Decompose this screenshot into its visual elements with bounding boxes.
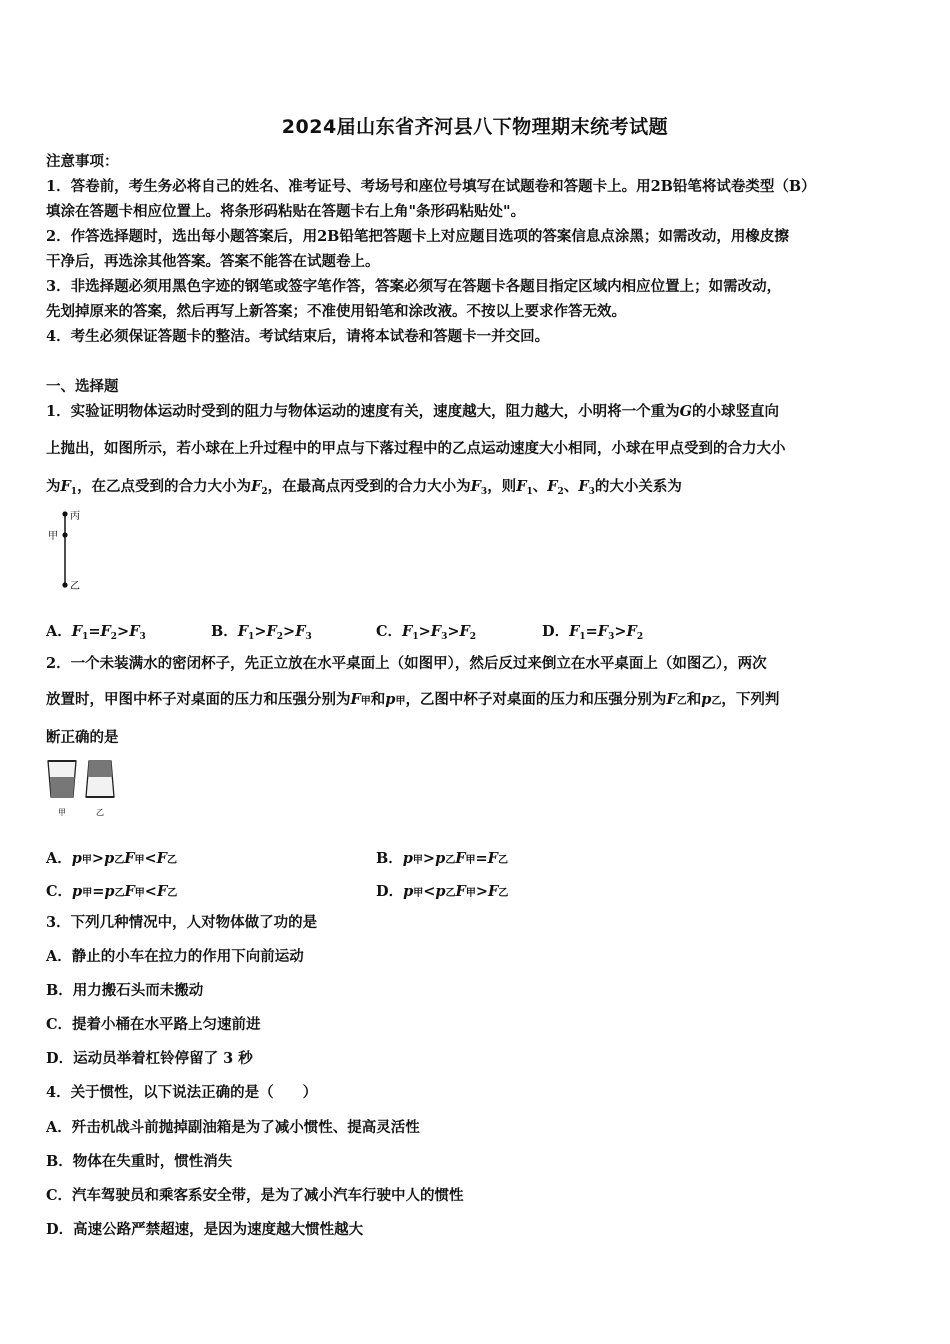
notice-line: 填涂在答题卡相应位置上。将条形码粘贴在答题卡右上角"条形码粘贴处"。 [46, 203, 526, 220]
cup-label-jia: 甲 [58, 808, 66, 817]
notice-line: 2．作答选择题时，选出每小题答案后，用2B铅笔把答题卡上对应题目选项的答案信息点涂黑；如需改动，用橡皮擦 [46, 228, 789, 245]
q4-option-a[interactable]: A．歼击机战斗前抛掉副油箱是为了减小惯性、提高灵活性 [46, 1119, 420, 1136]
q1-line-1: 1．实验证明物体运动时受到的阻力与物体运动的速度有关，速度越大，阻力越大，小明将一个重为G的小球竖直向 [46, 403, 779, 420]
point-jia [62, 532, 67, 537]
q4-option-d[interactable]: D．高速公路严禁超速，是因为速度越大惯性越大 [46, 1221, 364, 1238]
q1-option-a[interactable]: A．$F_1=F_2>F_3$ [46, 623, 146, 642]
page-title: 2024届山东省齐河县八下物理期末统考试题 [281, 116, 669, 138]
notice-line: 先划掉原来的答案，然后再写上新答案；不准使用铅笔和涂改液。不按以上要求作答无效。 [46, 303, 626, 320]
q3-option-b[interactable]: B．用力搬石头而未搬动 [46, 982, 204, 999]
q1-option-b[interactable]: B．$F_1>F_2>F_3$ [211, 623, 312, 642]
q1-line-3: 为$F_1$，在乙点受到的合力大小为$F_2$，在最高点丙受到的合力大小为$F_3$，则$F_1$、$F_2$、$F_3$的大小关系为 [46, 478, 682, 497]
cup-figure [44, 757, 124, 821]
q3-option-a[interactable]: A．静止的小车在拉力的作用下向前运动 [46, 948, 304, 965]
notice-line: 1．答卷前，考生务必将自己的姓名、准考证号、考场号和座位号填写在试题卷和答题卡上。用2B铅笔将试卷类型（B） [46, 178, 816, 195]
notice-line: 3．非选择题必须用黑色字迹的钢笔或签字笔作答，答案必须写在答题卡各题目指定区域内相应位置上；如需改动， [46, 278, 782, 295]
cup-jia [48, 761, 76, 797]
label-yi: 乙 [70, 581, 80, 592]
label-jia: 甲 [48, 531, 58, 542]
ball-trajectory-figure [44, 505, 104, 597]
section-heading: 一、选择题 [46, 378, 119, 395]
q3-option-c[interactable]: C．提着小桶在水平路上匀速前进 [46, 1016, 261, 1033]
q4-stem: 4．关于惯性，以下说法正确的是（ ） [46, 1084, 318, 1101]
q3-option-d[interactable]: D．运动员举着杠铃停留了 3 秒 [46, 1050, 253, 1067]
q4-option-c[interactable]: C．汽车驾驶员和乘客系安全带，是为了减小汽车行驶中人的惯性 [46, 1187, 464, 1204]
point-bing [62, 511, 67, 516]
q2-option-b[interactable]: B．p甲>p乙F甲=F乙 [376, 850, 508, 867]
q4-option-b[interactable]: B．物体在失重时，惯性消失 [46, 1153, 233, 1170]
q2-line-3: 断正确的是 [46, 729, 119, 746]
q2-option-c[interactable]: C．p甲=p乙F甲<F乙 [46, 883, 178, 900]
cup-label-yi: 乙 [96, 808, 104, 817]
q1-option-d[interactable]: D．$F_1=F_3>F_2$ [542, 623, 644, 642]
q1-line-2: 上抛出，如图所示，若小球在上升过程中的甲点与下落过程中的乙点运动速度大小相同，小球在甲点受到的合力大小 [46, 440, 786, 457]
q2-line-1: 2．一个未装满水的密闭杯子，先正立放在水平桌面上（如图甲），然后反过来倒立在水平桌面上（如图乙），两次 [46, 655, 767, 672]
cup-yi [86, 761, 114, 797]
q3-stem: 3．下列几种情况中，人对物体做了功的是 [46, 914, 318, 931]
notice-heading: 注意事项： [46, 153, 119, 170]
q2-option-d[interactable]: D．p甲<p乙F甲>F乙 [376, 883, 509, 900]
q1-option-c[interactable]: C．$F_1>F_3>F_2$ [376, 623, 477, 642]
q2-option-a[interactable]: A．p甲>p乙F甲<F乙 [46, 850, 177, 867]
notice-line: 干净后，再选涂其他答案。答案不能答在试题卷上。 [46, 253, 380, 270]
notice-line: 4．考生必须保证答题卡的整洁。考试结束后，请将本试卷和答题卡一并交回。 [46, 328, 550, 345]
point-yi [62, 582, 67, 587]
label-bing: 丙 [70, 511, 80, 522]
q2-line-2: 放置时，甲图中杯子对桌面的压力和压强分别为F甲和p甲，乙图中杯子对桌面的压力和压强分别为F乙和p乙，下列判 [46, 691, 780, 708]
